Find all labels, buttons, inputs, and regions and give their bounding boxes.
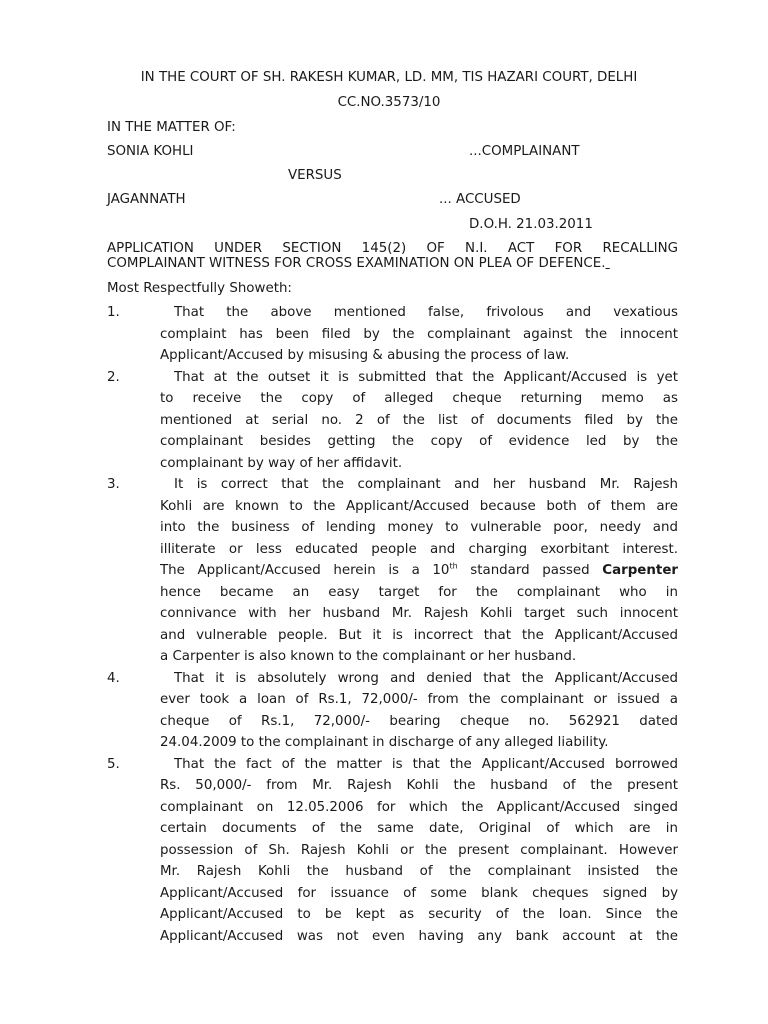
paragraph-line: That it is absolutely wrong and denied that the Applicant/Accused: [174, 670, 678, 686]
paragraph-line: into the business of lending money to vulnerable poor, needy and: [160, 520, 678, 535]
paragraph-number: 4.: [107, 670, 120, 686]
salutation: Most Respectfully Showeth:: [107, 281, 292, 296]
paragraph-line: complaint has been filed by the complainant against the innocent: [160, 326, 678, 342]
paragraph-line: Applicant/Accused to be kept as security of the loan. Since the: [160, 907, 678, 922]
paragraph-body: [160, 302, 678, 367]
paragraph-line: and vulnerable people. But it is incorrect that the Applicant/Accused: [160, 627, 678, 643]
paragraph-1: [107, 302, 678, 367]
paragraph-line: Applicant/Accused by misusing & abusing the process of law.: [160, 348, 570, 363]
date-of-hearing: D.O.H. 21.03.2011: [469, 217, 593, 232]
paragraph-line: connivance with her husband Mr. Rajesh Kohli target such innocent: [160, 606, 678, 621]
paragraph-line: Rs. 50,000/- from Mr. Rajesh Kohli the husband of the present: [160, 778, 678, 793]
paragraph-list: [107, 302, 678, 947]
paragraph-line: The Applicant/Accused herein is a 10th standard passed Carpenter: [160, 561, 679, 578]
paragraph-2: [107, 367, 678, 475]
paragraph-number: 1.: [107, 305, 120, 320]
accused-role: ... ACCUSED: [439, 192, 521, 207]
paragraph-line: complainant by way of her affidavit.: [160, 455, 403, 471]
paragraph-line: That the above mentioned false, frivolous and vexatious: [174, 305, 678, 320]
versus-label: VERSUS: [288, 168, 342, 183]
paragraph-4: [107, 668, 678, 754]
paragraph-number: 3.: [107, 477, 120, 492]
paragraph-line: to receive the copy of alleged cheque returning memo as: [160, 391, 678, 406]
paragraph-line: That the fact of the matter is that the Applicant/Accused borrowed: [174, 756, 678, 772]
subject-line: COMPLAINANT WITNESS FOR CROSS EXAMINATION ON PLEA OF DEFENCE.: [107, 256, 606, 271]
application-subject: [107, 241, 678, 271]
paragraph-line: complainant on 12.05.2006 for which the Applicant/Accused singed: [160, 799, 678, 815]
paragraph-line: certain documents of the same date, Original of which are in: [160, 821, 678, 836]
paragraph-line: Kohli are known to the Applicant/Accused because both of them are: [160, 498, 678, 514]
paragraph-body: [160, 367, 678, 475]
paragraph-line: It is correct that the complainant and her husband Mr. Rajesh: [174, 477, 678, 492]
paragraph-line: That at the outset it is submitted that the Applicant/Accused is yet: [174, 369, 678, 385]
paragraph-line: Mr. Rajesh Kohli the husband of the complainant insisted the: [160, 864, 678, 879]
paragraph-body: [160, 474, 678, 668]
paragraph-number: 2.: [107, 369, 120, 385]
complainant-role: ...COMPLAINANT: [469, 144, 580, 159]
paragraph-line: possession of Sh. Rajesh Kohli or the present complainant. However: [160, 842, 678, 858]
paragraph-body: [160, 754, 678, 948]
case-number: CC.NO.3573/10: [337, 95, 441, 110]
subject-line: APPLICATION UNDER SECTION 145(2) OF N.I. ACT FOR RECALLING: [107, 241, 678, 256]
paragraph-body: [160, 668, 678, 754]
complainant-name: SONIA KOHLI: [107, 144, 194, 159]
accused-name: JAGANNATH: [107, 192, 186, 207]
paragraph-line: mentioned at serial no. 2 of the list of documents filed by the: [160, 412, 678, 428]
paragraph-line: cheque of Rs.1, 72,000/- bearing cheque no. 562921 dated: [160, 713, 678, 729]
paragraph-line: Applicant/Accused was not even having any bank account at the: [160, 928, 678, 944]
paragraph-number: 5.: [107, 756, 120, 772]
paragraph-line: hence became an easy target for the complainant who in: [160, 584, 678, 600]
paragraph-line: a Carpenter is also known to the complainant or her husband.: [160, 649, 577, 664]
paragraph-line: complainant besides getting the copy of evidence led by the: [160, 434, 678, 449]
paragraph-3: [107, 474, 678, 668]
paragraph-line: ever took a loan of Rs.1, 72,000/- from the complainant or issued a: [160, 692, 678, 707]
in-the-matter-label: IN THE MATTER OF:: [107, 120, 236, 135]
paragraph-5: [107, 754, 678, 948]
court-heading: IN THE COURT OF SH. RAKESH KUMAR, LD. MM, TIS HAZARI COURT, DELHI: [140, 70, 638, 85]
paragraph-line: illiterate or less educated people and charging exorbitant interest.: [160, 541, 678, 557]
paragraph-line: Applicant/Accused for issuance of some blank cheques signed by: [160, 885, 678, 901]
paragraph-line: 24.04.2009 to the complainant in discharge of any alleged liability.: [160, 735, 609, 750]
